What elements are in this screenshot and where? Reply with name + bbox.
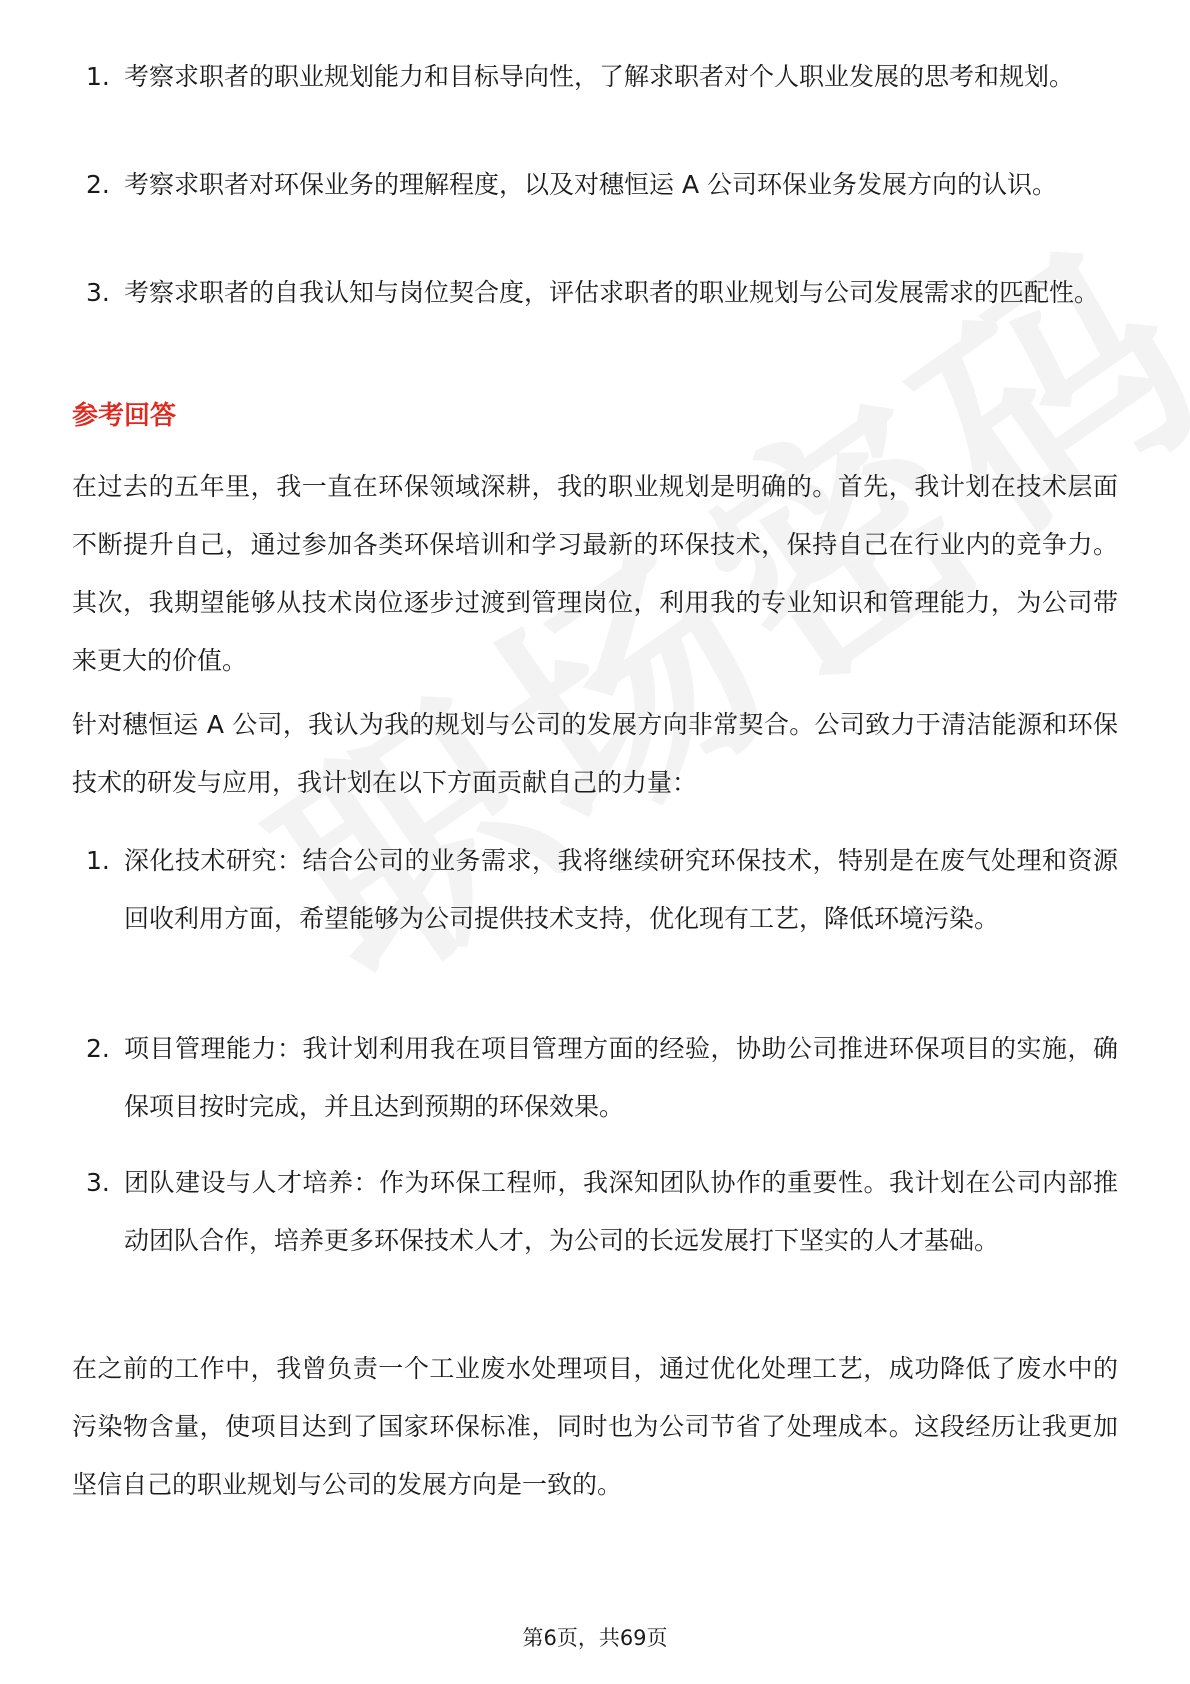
- list-item: [72, 48, 1118, 106]
- list-item: [72, 264, 1118, 322]
- list-item: [72, 832, 1118, 948]
- page-number: 第6页，共69页: [522, 1626, 668, 1650]
- answer-paragraph: 针对穗恒运 A 公司，我认为我的规划与公司的发展方向非常契合。公司致力于清洁能源和环保技术的研发与应用，我计划在以下方面贡献自己的力量：: [72, 710, 1118, 797]
- list-number: 2.: [86, 1034, 110, 1063]
- list-text: 项目管理能力：我计划利用我在项目管理方面的经验，协助公司推进环保项目的实施，确保项目按时完成，并且达到预期的环保效果。: [124, 1034, 1118, 1121]
- list-number: 1.: [86, 846, 110, 875]
- section-heading: 参考回答: [72, 401, 177, 431]
- list-item: [72, 1154, 1118, 1270]
- list-text: 考察求职者对环保业务的理解程度，以及对穗恒运 A 公司环保业务发展方向的认识。: [124, 170, 1057, 199]
- list-text: 团队建设与人才培养：作为环保工程师，我深知团队协作的重要性。我计划在公司内部推动团队合作，培养更多环保技术人才，为公司的长远发展打下坚实的人才基础。: [124, 1168, 1118, 1255]
- list-text: 考察求职者的职业规划能力和目标导向性，了解求职者对个人职业发展的思考和规划。: [124, 62, 1075, 91]
- list-item: [72, 156, 1118, 214]
- answer-paragraph: 在过去的五年里，我一直在环保领域深耕，我的职业规划是明确的。首先，我计划在技术层面不断提升自己，通过参加各类环保培训和学习最新的环保技术，保持自己在行业内的竞争力。其次，我期望能够从技术岗位逐步过渡到管理岗位，利用我的专业知识和管理能力，为公司带来更大的价值。: [72, 472, 1118, 675]
- list-number: 1.: [86, 62, 110, 91]
- list-number: 3.: [86, 278, 110, 307]
- list-item: [72, 1020, 1118, 1136]
- list-number: 3.: [86, 1168, 110, 1197]
- list-text: 考察求职者的自我认知与岗位契合度，评估求职者的职业规划与公司发展需求的匹配性。: [124, 278, 1100, 307]
- list-text: 深化技术研究：结合公司的业务需求，我将继续研究环保技术，特别是在废气处理和资源回收利用方面，希望能够为公司提供技术支持，优化现有工艺，降低环境污染。: [124, 846, 1118, 933]
- list-number: 2.: [86, 170, 110, 199]
- answer-paragraph: 在之前的工作中，我曾负责一个工业废水处理项目，通过优化处理工艺，成功降低了废水中的污染物含量，使项目达到了国家环保标准，同时也为公司节省了处理成本。这段经历让我更加坚信自己的职业规划与公司的发展方向是一致的。: [72, 1354, 1118, 1499]
